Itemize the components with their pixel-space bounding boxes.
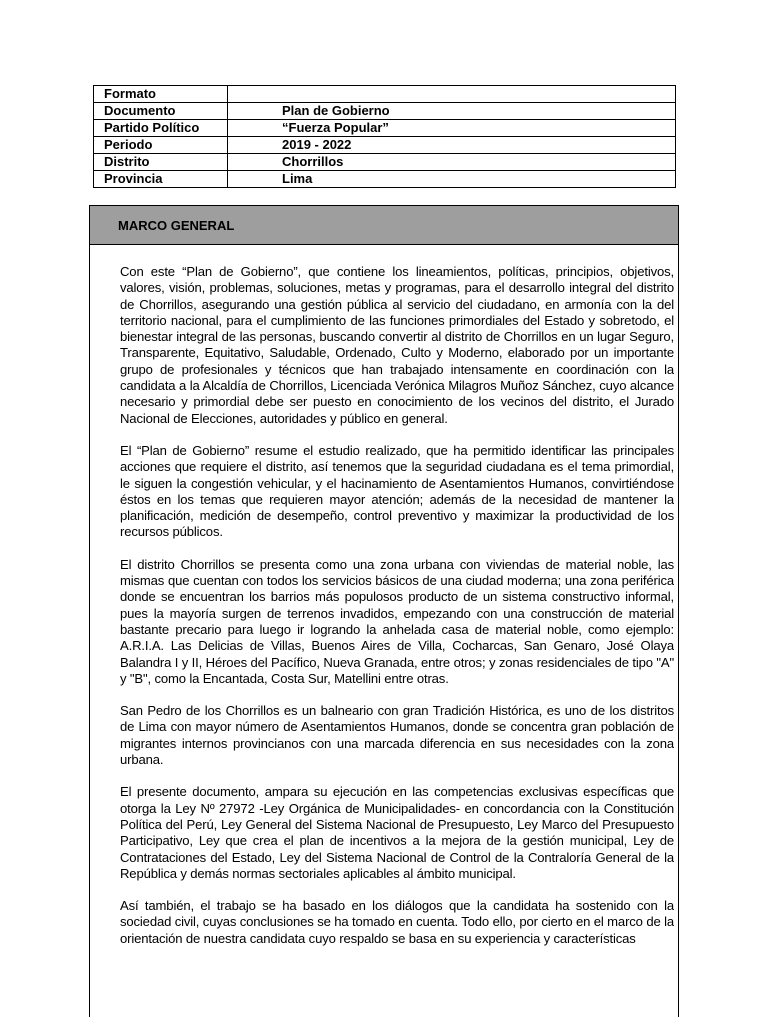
info-row-provincia [94,171,676,188]
info-label: Provincia [94,171,228,188]
paragraph: Con este “Plan de Gobierno”, que contiene los lineamientos, políticas, principios, objetivos, valores, visión, problemas, soluciones, metas y programas, para el desarrollo integral del distrito de Chorrillos, asegurando una gestión pública al servicio del ciudadano, en armonía con la del territorio nacional, para el cumplimiento de las funciones primordiales del Estado y sobretodo, el bienestar integral de las personas, buscando convertir al distrito de Chorrillos en un lugar Seguro, Transparente, Equitativo, Saludable, Ordenado, Culto y Moderno, elaborado por un importante grupo de profesionales y técnicos que han trabajado intensamente en coordinación con la candidata a la Alcaldía de Chorrillos, Licenciada Verónica Milagros Muñoz Sánchez, cuyo alcance necesario y primordial debe ser puesto en conocimiento de los vecinos del distrito, el Jurado Nacional de Elecciones, autoridades y público en general. [120,264,674,426]
info-value: “Fuerza Popular” [228,120,676,137]
paragraph: San Pedro de los Chorrillos es un balneario con gran Tradición Histórica, es uno de los distritos de Lima con mayor número de Asentamientos Humanos, donde se concentra gran población de migrantes internos provincianos con una marcada diferencia en sus necesidades con la zona urbana. [120,703,674,768]
info-row-periodo [94,137,676,154]
paragraph: El “Plan de Gobierno” resume el estudio realizado, que ha permitido identificar las principales acciones que requiere el distrito, así tenemos que la seguridad ciudadana es el tema primordial, le siguen la congestión vehicular, y el hacinamiento de Asentamientos Humanos, convirtiéndose éstos en los temas que requieren mayor atención; además de la necesidad de mantener la planificación, medición de desempeño, control preventivo y maximizar la productividad de los recursos públicos. [120,442,674,540]
info-row-partido [94,120,676,137]
paragraph: El distrito Chorrillos se presenta como una zona urbana con viviendas de material noble, las mismas que cuentan con todos los servicios básicos de una ciudad moderna; una zona periférica donde se encuentran los barrios más populosos producto de un sistema constructivo informal, pues la mayoría surgen de terrenos invadidos, empezando con una construcción de material bastante precario para luego ir logrando la anhelada casa de material noble, como ejemplo: A.R.I.A. Las Delicias de Villas, Buenos Aires de Villa, Cocharcas, San Genaro, José Olaya Balandra I y II, Héroes del Pacífico, Nueva Granada, entre otros; y zonas residenciales de tipo "A" y "B", como la Encantada, Costa Sur, Matellini entre otras. [120,556,674,686]
info-label: Formato [94,86,228,103]
info-value: Lima [228,171,676,188]
info-label: Distrito [94,154,228,171]
section-title: MARCO GENERAL [90,206,678,245]
paragraph: El presente documento, ampara su ejecución en las competencias exclusivas específicas que otorga la Ley Nº 27972 -Ley Orgánica de Municipalidades- en concordancia con la Constitución Política del Perú, Ley General del Sistema Nacional de Presupuesto, Ley Marco del Presupuesto Participativo, Ley que crea el plan de incentivos a la mejora de la gestión municipal, Ley de Contrataciones del Estado, Ley del Sistema Nacional de Control de la Contraloría General de la República y demás normas sectoriales aplicables al ámbito municipal. [120,784,674,881]
info-row-distrito [94,154,676,171]
info-value: Plan de Gobierno [228,103,676,120]
info-label: Periodo [94,137,228,154]
info-value: Chorrillos [228,154,676,171]
info-row-documento [94,103,676,120]
section-body [120,264,674,952]
document-info-table [93,85,676,188]
info-label: Partido Político [94,120,228,137]
info-value: 2019 - 2022 [228,137,676,154]
info-row-formato [94,86,676,103]
paragraph: Así también, el trabajo se ha basado en los diálogos que la candidata ha sostenido con la sociedad civil, cuyas conclusiones se ha tomado en cuenta. Todo ello, por cierto en el marco de la orientación de nuestra candidata cuyo respaldo se basa en su experiencia y características [120,898,674,946]
marco-general-section [89,205,679,1017]
info-value [228,86,676,103]
info-label: Documento [94,103,228,120]
